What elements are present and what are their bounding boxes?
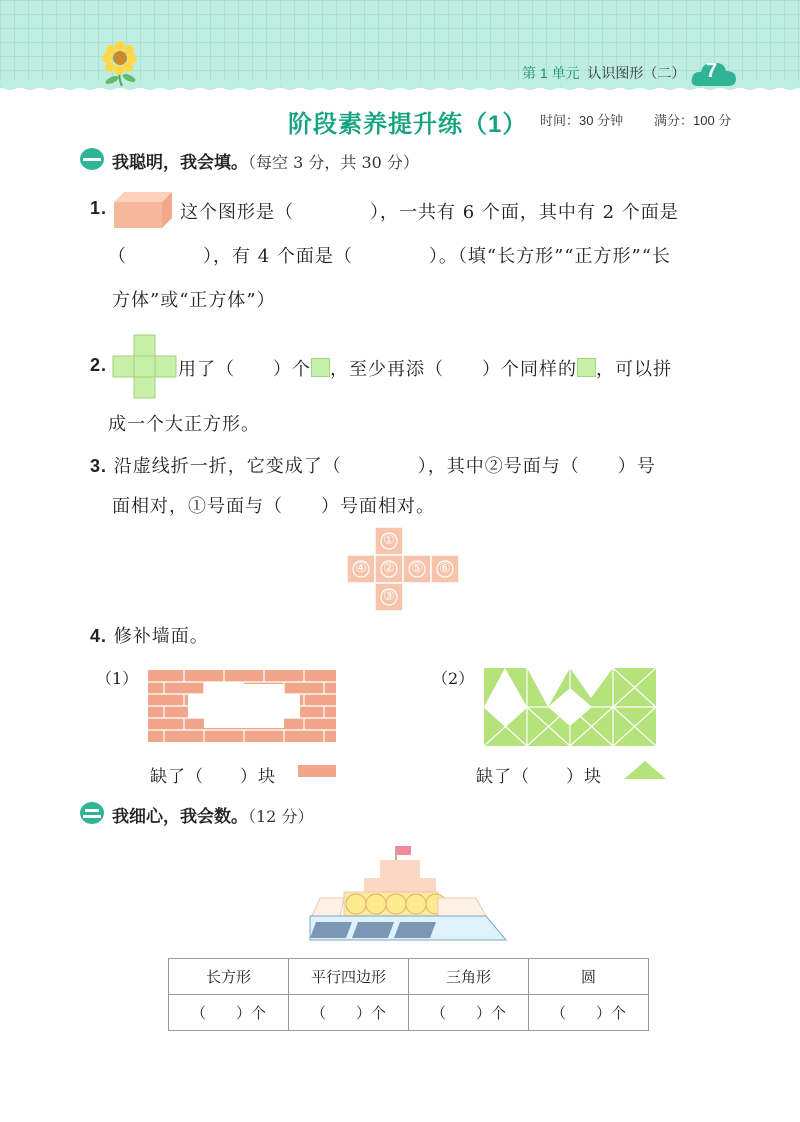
q3-number: 3.: [90, 456, 108, 476]
count-answer-triangle[interactable]: （ ）个: [409, 995, 529, 1031]
q1-text-3: 方体”或“正方体”）: [112, 290, 276, 311]
small-square-icon: [577, 358, 596, 377]
section-2-title: 我细心，我会数。: [112, 807, 248, 826]
count-header-circle: 圆: [529, 959, 649, 995]
net-label-4: ④: [355, 560, 367, 575]
q2-text-2: 成一个大正方形。: [108, 414, 260, 435]
q2-number: 2.: [90, 355, 108, 375]
section-2-note: （12 分）: [248, 807, 314, 826]
time-info: 时间：30 分钟: [540, 113, 624, 128]
q1-number: 1.: [90, 198, 108, 218]
q2-text-c: ，可以拼: [596, 359, 672, 380]
cuboid-image: [112, 190, 174, 230]
brick-icon: [298, 765, 336, 777]
q1-line-1: [90, 198, 107, 219]
green-tile-wall-image: [484, 668, 656, 746]
count-table-header-row: [169, 959, 649, 995]
brick-wall-image: [148, 670, 336, 742]
unit-name: 认识图形（二）: [587, 65, 686, 81]
net-label-1: ①: [383, 532, 395, 547]
small-square-icon: [311, 358, 330, 377]
q3-text-2: 面相对，①号面与（ ）号面相对。: [112, 496, 435, 517]
q2-text-b: ，至少再添（ ）个同样的: [330, 359, 577, 380]
section-2-heading: [112, 802, 313, 827]
sunflower-icon: [98, 40, 142, 88]
q4-heading: [90, 622, 209, 648]
count-answer-circle[interactable]: （ ）个: [529, 995, 649, 1031]
count-table-answer-row: [169, 995, 649, 1031]
net-label-5: ⑤: [411, 560, 423, 575]
q1-text-1: 这个图形是（ ），一共有 6 个面，其中有 2 个面是: [180, 202, 679, 223]
net-label-2: ②: [383, 560, 395, 575]
count-table: [168, 958, 649, 1031]
unit-label: [522, 63, 685, 83]
q2-line-1: [178, 355, 672, 381]
q1-text-2: （ ），有 4 个面是（ ）。（填“长方形”“正方形”“长: [108, 246, 671, 267]
count-header-triangle: 三角形: [409, 959, 529, 995]
net-label-3: ③: [383, 588, 395, 603]
count-answer-rectangle[interactable]: （ ）个: [169, 995, 289, 1031]
page-number: 7: [706, 60, 718, 82]
count-header-parallelogram: 平行四边形: [289, 959, 409, 995]
section-badge-2: [80, 802, 104, 824]
section-1-note: （每空 3 分，共 30 分）: [248, 153, 419, 172]
score-info: 满分：100 分: [654, 113, 732, 128]
cross-squares-image: [112, 334, 178, 400]
q4-part-2-label: （2）: [432, 669, 475, 688]
unit-prefix: 第 1 单元: [522, 65, 580, 81]
net-label-6: ⑥: [439, 560, 451, 575]
section-badge-1: [80, 148, 104, 170]
q2-text-a: 用了（ ）个: [178, 359, 311, 380]
section-1-heading: [112, 148, 419, 173]
q4-answer-2: 缺了（ ）块: [476, 767, 602, 787]
q3-line-1: [90, 452, 656, 478]
q4-answer-1: 缺了（ ）块: [150, 767, 276, 787]
q4-part-1-label: （1）: [96, 669, 139, 688]
section-1-title: 我聪明，我会填。: [112, 153, 248, 172]
page-title: 阶段素养提升练（1）: [288, 111, 528, 138]
count-header-rectangle: 长方形: [169, 959, 289, 995]
q4-number: 4.: [90, 626, 108, 646]
green-triangle-icon: [624, 760, 666, 780]
q4-title: 修补墙面。: [113, 626, 209, 647]
count-answer-parallelogram[interactable]: （ ）个: [289, 995, 409, 1031]
ship-figure: [300, 842, 510, 942]
q3-text-1: 沿虚线折一折，它变成了（ ），其中②号面与（ ）号: [113, 456, 656, 477]
